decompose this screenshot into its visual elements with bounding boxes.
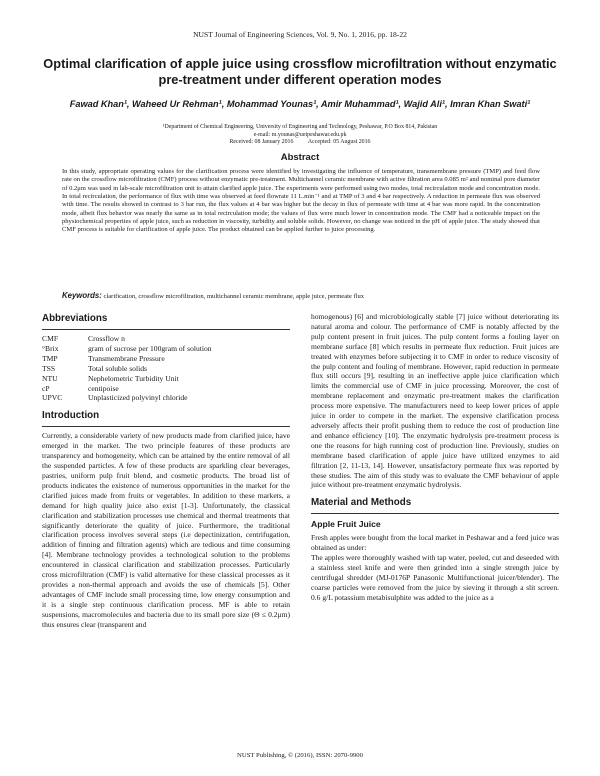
introduction-text: Currently, a considerable variety of new products made from clarified juice, have emerged in the market. The two principle features of these products are transparency and homogeneity, which can be attained by the entire removal of all the suspended particles. A few of these products are sparkling clear beverages, pastries, uniform pulp fruit blend, and cosmetic products. The broad list of products indicates the existence of numerous opportunities in the market for the clarified juices made from fruits or vegetables. In addition to these markets, a demand for high quality juice also exist [1-3]. Unfortunately, the classical clarification and stabilization processes use chemical and thermal treatments that significantly deteriorate the quality of juice. Furthermore, the traditional clarification process involves several steps (i.e depectinization, centrifugation, addition of finning and filtration agents) which are tedious and time consuming [4]. Membrane technology provides a technological solution to the problems encountered in classical clarification and stabilization processes. Particularly cross microfiltration (CMF) is valid alternative for these classical processes as it provides a non-thermal approach and avoids the use of chemicals [5]. Other advantages of CMF include small processing time, low energy consumption and it is a single step continuous clarification process. MF is able to retain suspensions, macromolecules and bacteria due to its small pore size (Θ ≤ 0.2μm) thus ensures clear (transparent and <box>42 431 290 629</box>
methods-paragraph: The apples were thoroughly washed with tap water, peeled, cut and deseeded with a stainless steel knife and were then grinded into a single strength juice by centrifugal shredder (MJ-0176P Panasonic Multifunctional juicer/blender). The coarse particles were removed from the juice by sieving it through a slit screen. 0.6 g/L potassium metabisulphite was added to the juice as a <box>311 553 559 602</box>
keywords-label: Keywords: <box>62 291 102 300</box>
keywords-text: clarification, crossflow microfiltration, multichannel ceramic membrane, apple juice, permeate flux <box>103 293 365 300</box>
abbreviation-definition: Transmembrane Pressure <box>88 353 165 363</box>
abbreviation-row <box>42 344 290 354</box>
abbreviation-term: UPVC <box>42 393 63 403</box>
abbreviation-row <box>42 393 290 403</box>
abbreviation-row <box>42 374 290 384</box>
abbreviation-definition: Total soluble solids <box>88 363 147 373</box>
section-divider <box>42 426 290 427</box>
abbreviation-term: CMF <box>42 334 59 343</box>
affiliation: ¹Department of Chemical Engineering, University of Engineering and Technology, Peshawar, P.O Box 814, Pakistan <box>162 124 438 130</box>
page-footer: NUST Publishing, © (2016), ISSN: 2070-9900 <box>237 752 363 759</box>
abbreviation-term: NTU <box>42 373 58 383</box>
abbreviation-term: TMP <box>42 353 58 363</box>
section-divider <box>311 513 559 514</box>
methods-paragraph: Fresh apples were bought from the local market in Peshawar and a feed juice was obtained as under: <box>311 533 559 553</box>
abbreviation-definition: Nephelometric Turbidity Unit <box>88 373 179 383</box>
journal-header: NUST Journal of Engineering Sciences, Vol. 9, No. 1, 2016, pp. 18-22 <box>193 30 407 39</box>
introduction-continued-text: homogenous) [6] and microbiologically stable [7] juice without deteriorating its natural aroma and colour. The performance of CMF is notably affected by the pulp content present in fruit juices. The pulp content forms a fouling layer on membrane surface [8] which results in permeate flux reduction. Fruit juices are treated with enzymes before subjecting it to CMF in order to reduce viscosity of the pulp content and fouling of membrane. However, rapid reduction in permeate flux still occurs [9], resulting in an ineffective apple juice clarification which limits the commercial use of CMF in juice processing. Moreover, the cost of membrane replacement and enzymatic pre-treatment makes the clarification process more expensive. The manufacturers need to keep lower prices of apple juice in order to compete in the market. The expensive clarification process adversely affects their profit pushing them to reduce the cost of production line and enhance efficiency [10]. The enzymatic hydrolysis pre-treatment process is one the reasons for high running cost of production line. Previously, studies on membrane based clarification of apple juice have utilized enzymes to aid filtration [2, 11-13, 14]. However, unsatisfactory permeate flux was reported by these studies. The aim of this study was to evaluate the CMF behaviour of apple juice without pre-treatment enzymatic hydrolysis. <box>311 312 559 490</box>
abbreviation-row <box>42 354 290 364</box>
keywords-line <box>62 292 540 301</box>
abbreviation-row <box>42 384 290 394</box>
abbreviation-term: cP <box>42 383 50 393</box>
methods-heading: Material and Methods <box>311 497 412 509</box>
abbreviation-row <box>42 334 290 344</box>
abbreviation-term: °Brix <box>42 343 59 353</box>
abbreviation-row <box>42 364 290 374</box>
apple-juice-subheading: Apple Fruit Juice <box>311 519 381 530</box>
abbreviation-definition: gram of sucrose per 100gram of solution <box>88 343 212 353</box>
left-column <box>42 312 290 629</box>
introduction-heading: Introduction <box>42 410 100 422</box>
received-accepted-dates: Received: 08 January 2016 Accepted: 05 August 2016 <box>229 139 371 145</box>
abbreviation-term: TSS <box>42 363 56 373</box>
section-divider <box>42 329 290 330</box>
abbreviations-heading: Abbreviations <box>42 313 108 324</box>
abstract-text: In this study, appropriate operating values for the clarification process were identified by investigating the influence of temperature, transmembrane pressure (TMP) and feed flow rate on the crossflow microfiltration (CMF) process without enzymatic pre-treatment. Multichannel ceramic membrane with active filtration area 0.085 m² and nominal pore diameter of 0.2μm was used in lab-scale microfiltration unit to attain clarified apple juice. The experiments were performed using two modes, total recirculation mode and concentration mode. In total recirculation, the performance of flux with time was observed at feed flowrate 11 L.min⁻¹ and at TMP of 3 and 4 bar respectively. A reduction in permeate flux was observed with time. The results showed in contrast to 3 bar run, the flux values at 4 bar was higher but the decay in flux of permeate with time at 4 bar was more rapid. In the concentration mode, albeit flux behavior was nearly the same as in total recirculation mode; the values of flux were much lower in concentration mode. The CMF had a noticeable impact on the physiochemical properties of apple juice, such as reduction in viscosity, turbidity and soluble solids. However, no change was noticed in the pH of apple juice. The study showed that CMF process is suitable for clarification of apple juice. The product obtained can be applied further to juice processing. <box>62 168 540 234</box>
abbreviation-definition: Unplasticized polyvinyl chloride <box>88 393 188 403</box>
corresponding-email: e-mail: m.younas@uetpeshawar.edu.pk <box>253 131 347 138</box>
right-column <box>311 312 559 603</box>
paper-title: Optimal clarification of apple juice using crossflow microfiltration without enzymatic pre-treatment under different operation modes <box>43 56 557 87</box>
affiliation-block <box>40 124 560 147</box>
abstract-heading: Abstract <box>280 152 320 163</box>
author-list: Fawad Khan¹, Waheed Ur Rehman¹, Mohammad Younas¹, Amir Muhammad¹, Wajid Ali¹, Imran Khan Swati¹ <box>69 99 531 109</box>
abbreviations-list <box>42 334 290 403</box>
abbreviation-definition: Crossflow n <box>88 334 125 343</box>
abbreviation-definition: centipoise <box>88 383 119 393</box>
